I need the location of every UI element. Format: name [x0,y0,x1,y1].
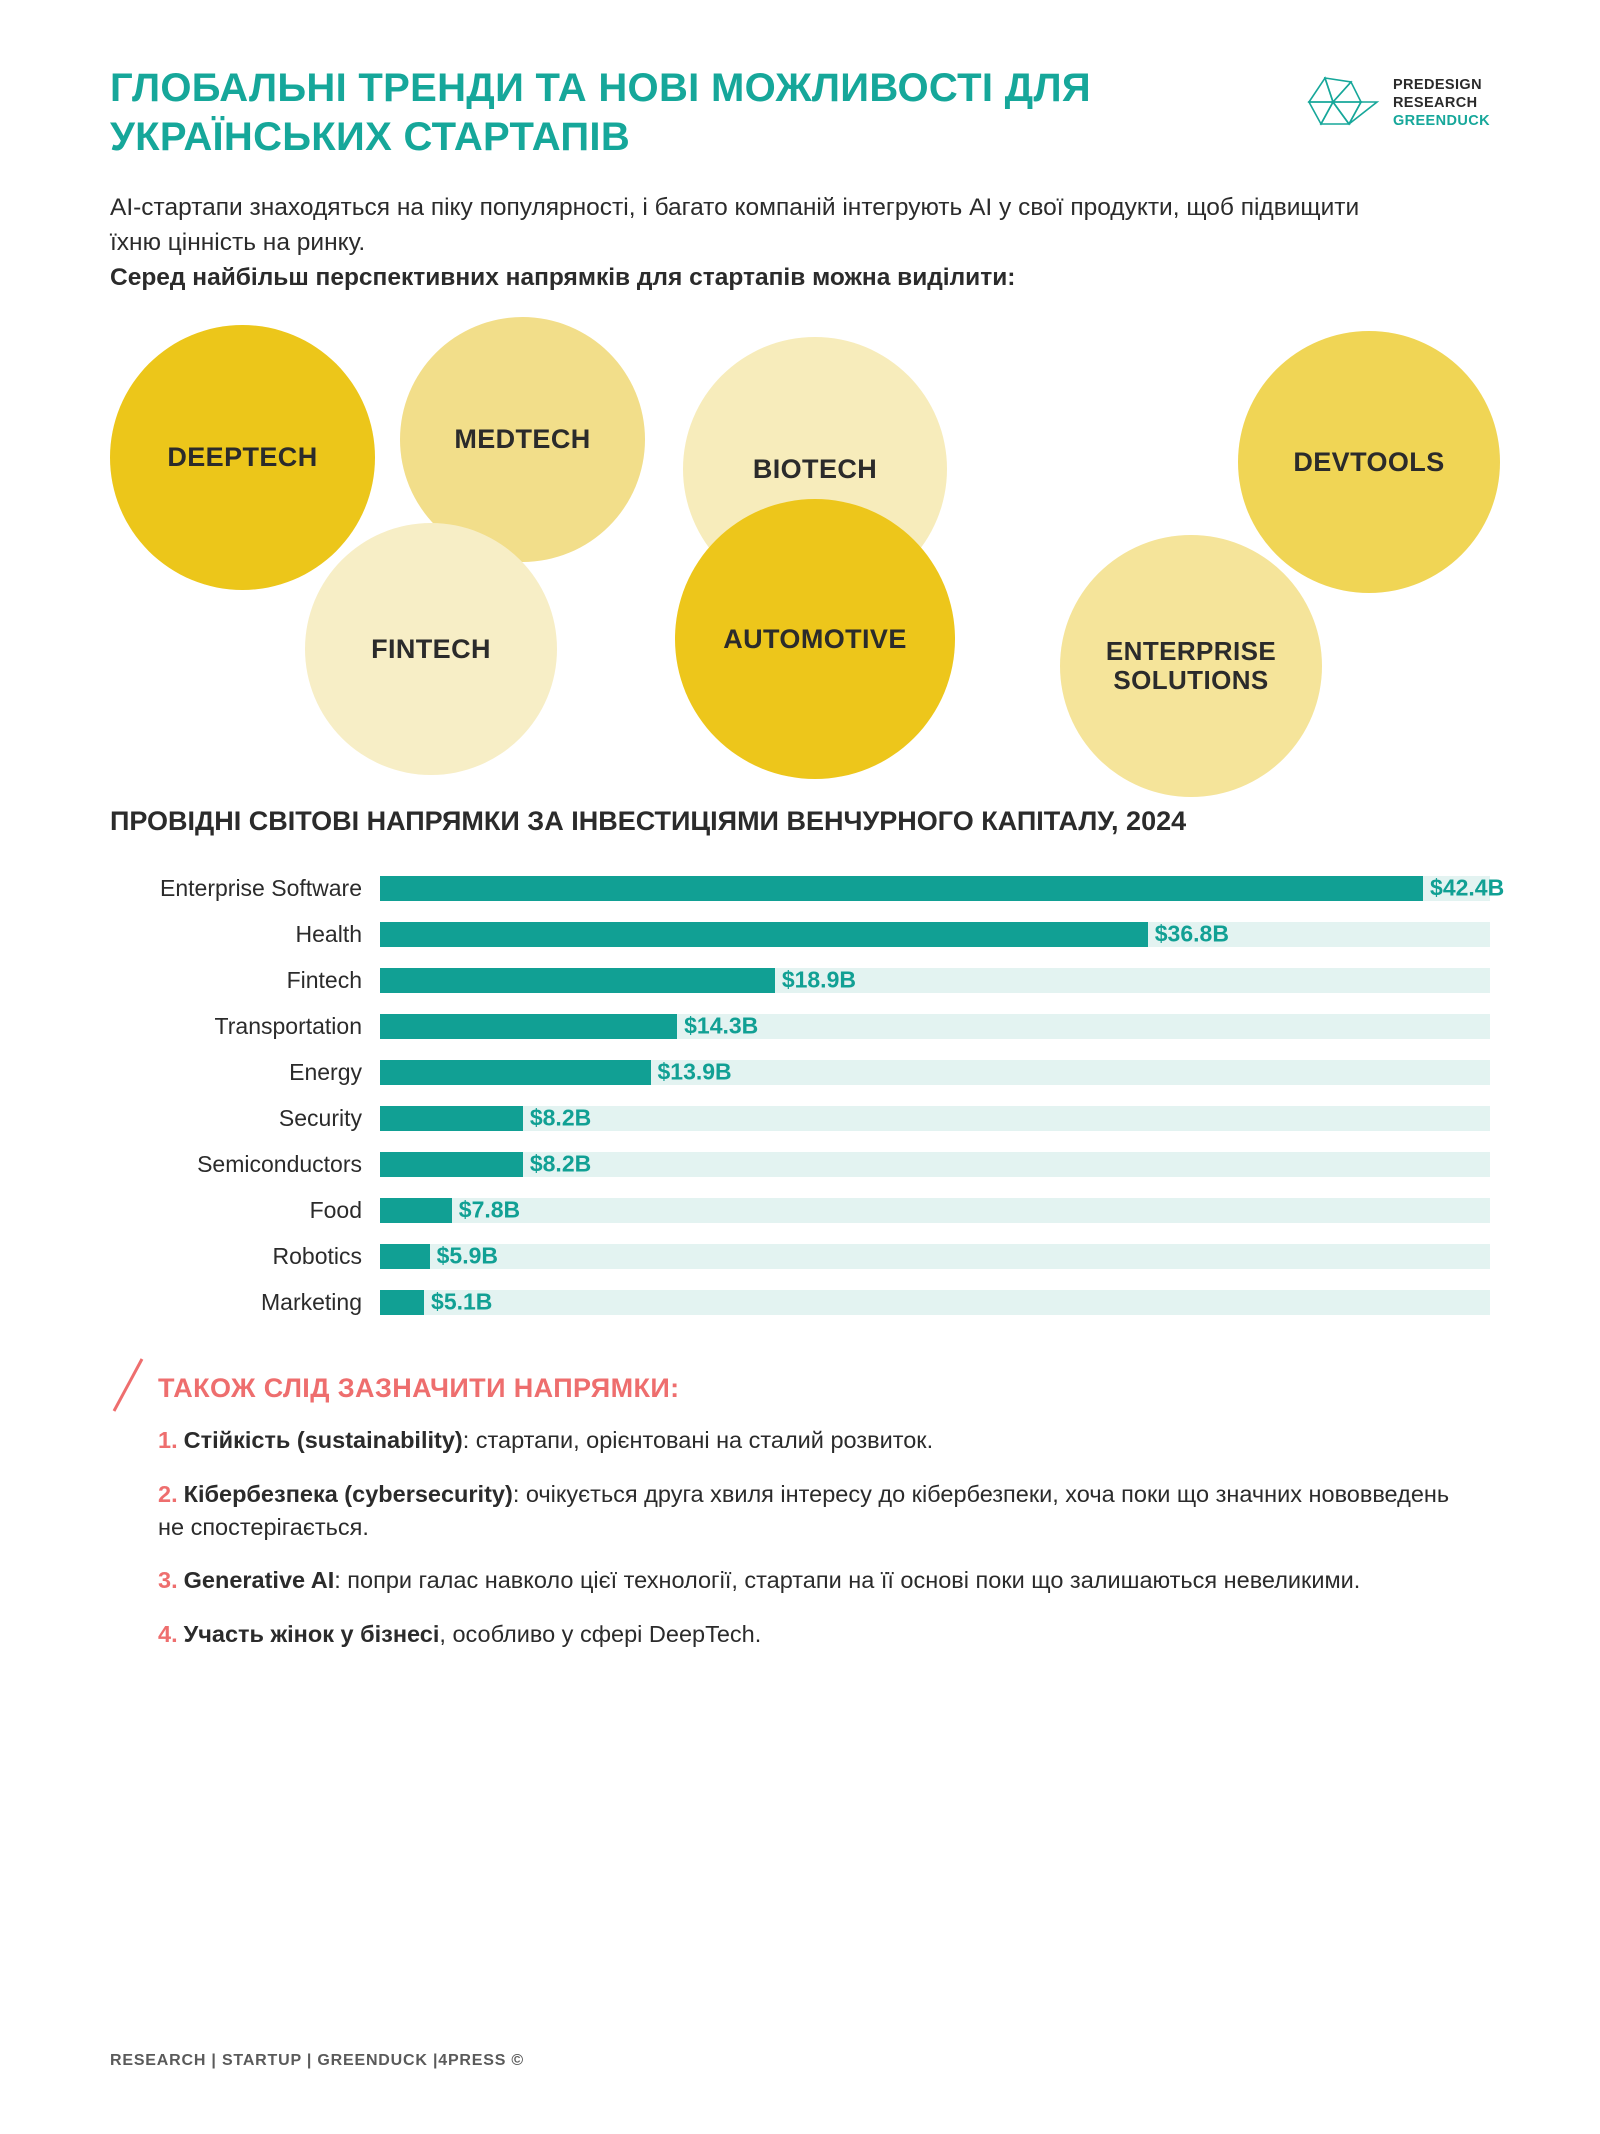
bar-track [380,1014,1490,1039]
bar-fill [380,1290,424,1315]
bar-track [380,1290,1490,1315]
intro-bold-line: Серед найбільш перспективних напрямків для стартапів можна виділити: [110,264,1016,292]
chart-row [110,1095,1490,1141]
bar-value-label: $8.2B [529,1150,592,1177]
chart-row [110,1279,1490,1325]
chart-row [110,865,1505,911]
bar-fill [380,1014,677,1039]
bar-category-label: Health [295,920,362,947]
bar-value-label: $14.3B [684,1012,759,1039]
bar-value-label: $8.2B [529,1104,592,1131]
bar-value-label: $18.9B [781,966,856,993]
chart-row [110,957,1490,1003]
note-rest: , особливо у сфері DeepTech. [439,1620,762,1647]
bar-category-label: Energy [289,1058,362,1085]
bar-category-label: Security [278,1104,362,1131]
bubble-label: FINTECH [371,633,491,664]
bubble-label: ENTERPRISE SOLUTIONS [1105,635,1277,696]
bubble-label: MEDTECH [454,424,591,455]
bar-category-label: Semiconductors [197,1150,362,1177]
bar-category-label: Transportation [214,1012,362,1039]
bar-fill [380,876,1423,901]
bar-category-label: Robotics [272,1242,362,1269]
note-rest: : очікується друга хвиля інтересу до кібербезпеки, хоча поки що значних нововведень не спостерігається. [158,1480,1450,1540]
chart-title: ПРОВІДНІ СВІТОВІ НАПРЯМКИ ЗА ІНВЕСТИЦІЯМИ ВЕНЧУРНОГО КАПІТАЛУ, 2024 [110,806,1187,837]
note-number: 1. [158,1427,178,1454]
bar-track [380,1060,1490,1085]
bubble-label: DEEPTECH [167,442,318,473]
bar-value-label: $5.9B [436,1242,498,1269]
chart-row [110,911,1490,957]
logo-line-3: GREENDUCK [1392,112,1490,129]
bar-track [380,1106,1490,1131]
footer-credits: RESEARCH | STARTUP | GREENDUCK |4PRESS © [110,2052,525,2069]
note-item [158,1478,1458,1545]
logo-text [1393,77,1490,130]
bar-value-label: $5.1B [431,1288,493,1315]
note-number: 4. [158,1620,178,1647]
bar-fill [380,968,775,993]
bar-fill [380,1198,452,1223]
header [110,64,1490,162]
duck-polygon-logo-icon [1303,72,1383,136]
note-item [158,1618,1458,1651]
additional-directions [110,1373,1490,1651]
note-item [158,1564,1458,1597]
chart-row [110,1141,1490,1187]
bubble-label: BIOTECH [752,453,878,484]
logo [1303,72,1490,136]
bar-fill [380,1152,523,1177]
note-rest: : стартапи, орієнтовані на сталий розвиток. [462,1427,934,1454]
note-lead: Стійкість (sustainability) [183,1427,463,1454]
note-lead: Участь жінок у бізнесі [183,1620,440,1647]
bubble-label: AUTOMOTIVE [723,623,907,654]
bar-track [380,922,1490,947]
bubble-label: DEVTOOLS [1293,446,1445,477]
slash-decoration-icon [110,1355,150,1415]
bar-value-label: $42.4B [1430,874,1505,901]
bar-value-label: $7.8B [458,1196,521,1223]
bar-category-label: Marketing [261,1288,362,1315]
bubble-devtools [1238,331,1500,593]
bar-category-label: Enterprise Software [160,874,362,901]
intro-paragraph: AI-стартапи знаходяться на піку популярності, і багато компаній інтегрують AI у свої продукти, щоб підвищити їхню цінність на ринку. [110,193,1360,256]
bubble-automotive [675,499,955,779]
note-number: 3. [158,1567,178,1594]
bar-fill [380,922,1148,947]
bar-fill [380,1106,523,1131]
bar-track [380,874,1505,901]
chart-row [110,1233,1490,1279]
bar-category-label: Fintech [286,966,362,993]
note-rest: : попри галас навколо цієї технології, стартапи на її основі поки що залишаються невеликими. [334,1567,1361,1594]
bubble-enterprise-solutions [1060,535,1322,797]
bar-fill [380,1244,430,1269]
bar-track [380,1152,1490,1177]
vc-investment-bar-chart [110,865,1505,1325]
chart-row [110,1049,1490,1095]
bar-value-label: $36.8B [1154,920,1229,947]
logo-line-1: PREDESIGN [1392,77,1482,94]
note-lead: Generative AI [183,1567,335,1594]
chart-row [110,1003,1490,1049]
sector-bubbles [110,317,1490,787]
bar-track [380,1198,1490,1223]
bubble-fintech [305,523,557,775]
bar-track [380,1244,1490,1269]
chart-row [110,1187,1490,1233]
bar-fill [380,1060,651,1085]
intro-text [110,190,1370,296]
notes-heading: ТАКОЖ СЛІД ЗАЗНАЧИТИ НАПРЯМКИ: [158,1373,680,1404]
note-number: 2. [158,1480,178,1507]
bar-category-label: Food [309,1196,362,1223]
bubble-deeptech [110,325,375,590]
logo-line-2: RESEARCH [1392,95,1478,112]
note-lead: Кібербезпека (cybersecurity) [183,1480,513,1507]
bar-track [380,968,1490,993]
page-title: ГЛОБАЛЬНІ ТРЕНДИ ТА НОВІ МОЖЛИВОСТІ ДЛЯ УКРАЇНСЬКИХ СТАРТАПІВ [110,66,1091,159]
note-item [158,1424,1458,1457]
bar-value-label: $13.9B [657,1058,732,1085]
